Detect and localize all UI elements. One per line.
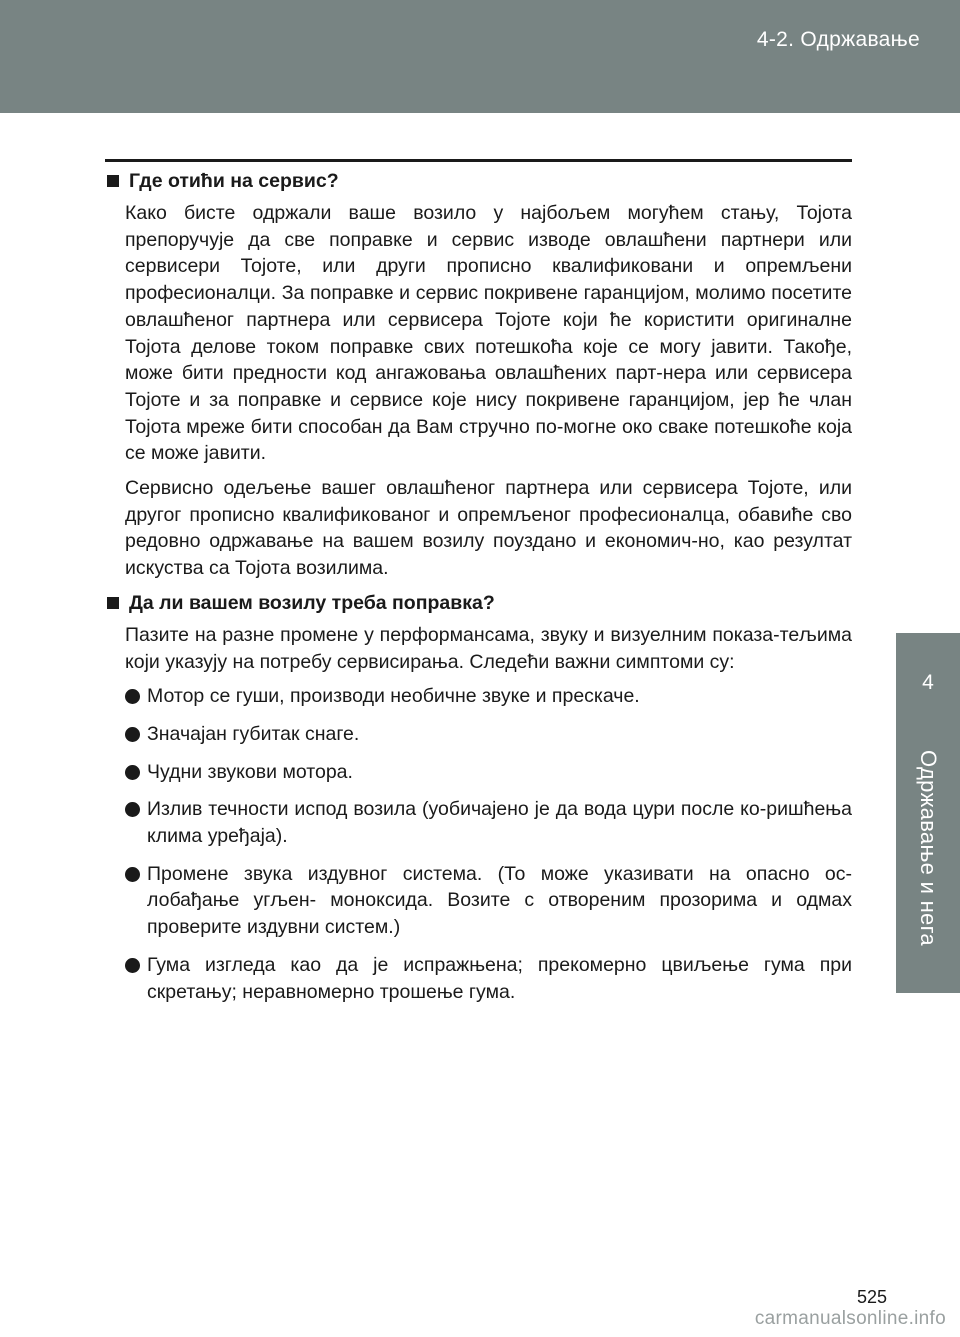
header-band [0,0,960,113]
list-item-text: Значајан губитак снаге. [147,722,360,745]
list-item [125,861,852,941]
paragraph: Како бисте одржали ваше возило у најбољем могућем стању, Тојота препоручује да све поправке и сервис изводе овлашћени партнери или сервисери Тојоте, или други прописно квалификовани и опремљени професионалци. За поправке и сервис покривене гаранцијом, молимо посетите овлашћеног партнера или сервисера Тојоте који ће користити оригиналне Тојота делове током поправке свих потешкоћа које се могу јавити. Такође, може бити предности код ангажовања овлашћених парт-нера или сервисера Тојоте и за поправке и сервисе које нису покривене гаранцијом, јер ће члан Тојота мреже бити способан да Вам стручно по-могне око сваке потешкоће која се може јавити. [125,202,852,465]
watermark-link[interactable]: carmanualsonline.info [754,1308,946,1329]
section-heading [105,590,852,616]
section-heading-text: Где отићи на сервис? [129,170,339,192]
section-heading [105,168,852,194]
section-title: 4-2. Одржавање [756,28,920,51]
paragraph: Сервисно одељење вашег овлашћеног партнера или сервисера Тојоте, или другог прописно квалификованог и опремљеног професионалца, обавиће сво редовно одржавање на вашем возилу поуздано и економич-но, као резултат искуства са Тојота возилима. [125,477,852,580]
list-item-text: Промене звука издувног система. (То може указивати на опасно ос-лобађање угљен- моноксида. Возите с отвореним прозорима и одмах проверите издувни систем.) [147,862,852,939]
list-item [125,683,852,710]
section-where-to-service [105,168,852,582]
page-content [105,168,852,1016]
bullet-dot-icon [125,958,140,973]
list-item [125,952,852,1005]
symptom-list [105,683,852,1005]
list-item-text: Гума изгледа као да је испражњена; прекомерно цвиљење гума при скретању; неравномерно трошење гума. [147,953,852,1003]
square-bullet-icon [107,175,119,187]
bullet-dot-icon [125,802,140,817]
list-item [125,759,852,786]
list-item [125,796,852,849]
square-bullet-icon [107,597,119,609]
list-item-text: Мотор се гуши, производи необичне звуке и прескаче. [147,685,640,708]
bullet-dot-icon [125,727,140,742]
chapter-label: Одржавање и нега [916,750,941,946]
list-item-text: Излив течности испод возила (уобичајено је да вода цури после ко-ришћења клима уређаја). [147,798,852,848]
heading-rule [105,159,852,162]
chapter-number: 4 [922,671,934,694]
section-needs-repair [105,590,852,1005]
list-item-text: Чудни звукови мотора. [147,760,353,783]
paragraph: Пазите на разне промене у перформансама, звуку и визуелним показа-тељима који указују на потребу сервисирања. Следећи важни симптоми су: [125,623,852,673]
list-item [125,721,852,748]
bullet-dot-icon [125,765,140,780]
chapter-tab[interactable] [896,633,960,993]
bullet-dot-icon [125,867,140,882]
bullet-dot-icon [125,689,140,704]
page-number: 525 [856,1287,887,1307]
section-heading-text: Да ли вашем возилу треба поправка? [129,591,495,614]
